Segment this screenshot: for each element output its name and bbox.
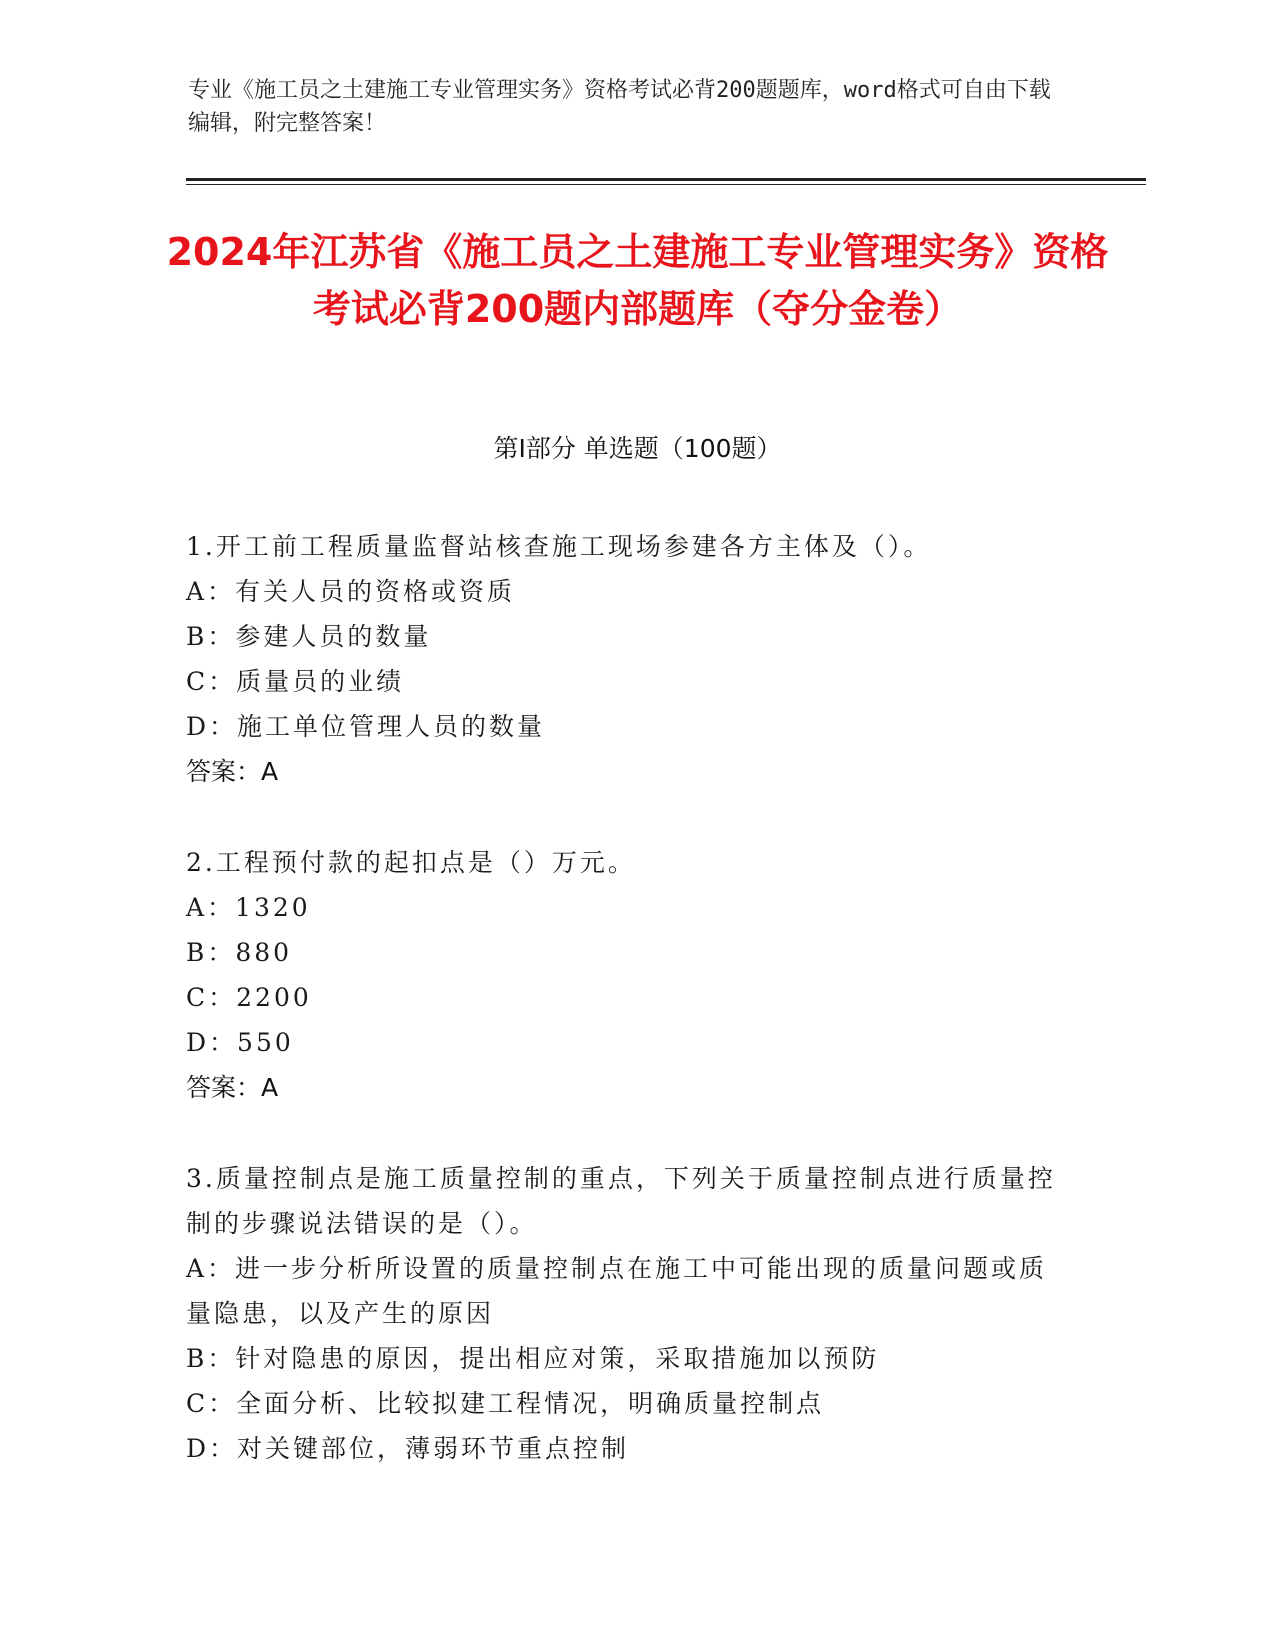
question-2 [186,840,1066,1110]
option-a: A：1320 [186,893,311,922]
document-title: 2024年江苏省《施工员之土建施工专业管理实务》资格考试必背200题内部题库（夺分金卷） [166,230,1109,331]
question-1 [186,524,1066,794]
option-b: B：针对隐患的原因，提出相应对策，采取措施加以预防 [186,1344,880,1373]
option-c: C：全面分析、比较拟建工程情况，明确质量控制点 [186,1389,825,1418]
answer-text: 答案：A [186,1073,279,1102]
header-rule-thin [186,184,1146,185]
question-stem: 1.开工前工程质量监督站核查施工现场参建各方主体及（）。 [186,532,932,561]
option-b: B：参建人员的数量 [186,622,432,651]
header-note: 专业《施工员之土建施工专业管理实务》资格考试必背200题题库，word格式可自由下载编辑，附完整答案！ [188,78,1051,136]
answer-text: 答案：A [186,757,279,786]
option-b: B：880 [186,938,293,967]
option-a: A：有关人员的资格或资质 [186,577,516,606]
option-c: C：2200 [186,983,312,1012]
option-d: D：550 [186,1028,294,1057]
option-d: D：施工单位管理人员的数量 [186,712,546,741]
option-c: C：质量员的业绩 [186,667,405,696]
option-d: D：对关键部位，薄弱环节重点控制 [186,1434,630,1463]
question-list [186,524,1066,1517]
header-rule-thick [186,178,1146,181]
option-a: A：进一步分析所设置的质量控制点在施工中可能出现的质量问题或质量隐患，以及产生的原因 [186,1254,1048,1328]
question-3 [186,1156,1066,1471]
section-title: 第Ⅰ部分 单选题（100题） [493,434,782,463]
question-stem: 2.工程预付款的起扣点是（）万元。 [186,848,636,877]
question-stem: 3.质量控制点是施工质量控制的重点，下列关于质量控制点进行质量控制的步骤说法错误的是（）。 [186,1164,1056,1238]
